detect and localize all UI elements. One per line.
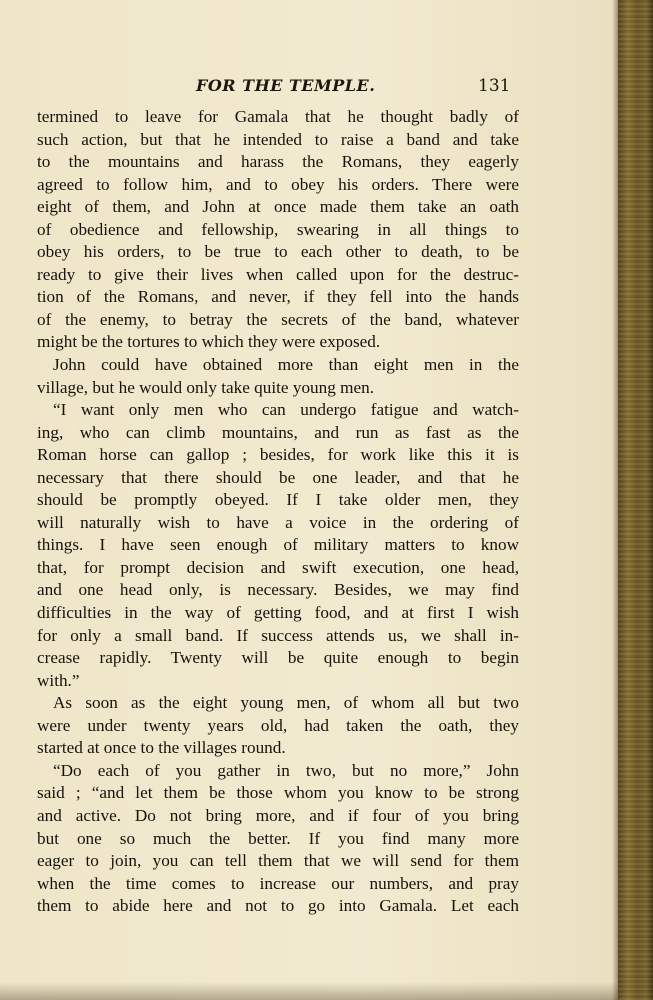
text-line: were under twenty years old, had taken the oath, they — [37, 715, 519, 735]
text-line: agreed to follow him, and to obey his orders. There were — [37, 174, 519, 194]
text-line: difficulties in the way of getting food, and at first I wish — [37, 603, 519, 623]
text-line: Roman horse can gallop ; besides, for work like this it is — [37, 445, 519, 465]
text-line: them to abide here and not to go into Gamala. Let each — [37, 896, 519, 916]
text-line: ready to give their lives when called upon for the destruc- — [37, 264, 519, 284]
text-line: started at once to the villages round. — [37, 738, 286, 758]
book-binding — [618, 0, 653, 1000]
text-line: for only a small band. If success attends us, we shall in- — [37, 625, 519, 645]
text-line: eight of them, and John at once made them take an oath — [37, 197, 519, 217]
text-line: things. I have seen enough of military matters to know — [37, 535, 519, 555]
text-line: said ; “and let them be those whom you know to be strong — [37, 783, 519, 803]
page-number: 131 — [478, 76, 511, 96]
text-line: As soon as the eight young men, of whom all but two — [53, 693, 519, 713]
text-line: and one head only, is necessary. Besides, we may find — [37, 580, 519, 600]
text-line: such action, but that he intended to raise a band and take — [37, 129, 519, 149]
text-line: and active. Do not bring more, and if four of you bring — [37, 805, 519, 825]
text-line: tion of the Romans, and never, if they fell into the hands — [37, 287, 519, 307]
text-line: necessary that there should be one leader, and that he — [37, 467, 519, 487]
text-line: of the enemy, to betray the secrets of the band, whatever — [37, 309, 519, 329]
running-head: FOR THE TEMPLE. — [196, 76, 376, 95]
page-header — [0, 74, 618, 100]
text-line: termined to leave for Gamala that he thought badly of — [37, 107, 519, 126]
text-line: but one so much the better. If you find many more — [37, 828, 519, 848]
text-line: “I want only men who can undergo fatigue and watch- — [53, 400, 519, 420]
text-line: with.” — [37, 670, 80, 690]
text-line: ing, who can climb mountains, and run as fast as the — [37, 422, 519, 442]
text-line: should be promptly obeyed. If I take older men, they — [37, 490, 519, 510]
text-line: village, but he would only take quite young men. — [37, 377, 375, 397]
text-line: of obedience and fellowship, swearing in all things to — [37, 219, 519, 239]
text-line: “Do each of you gather in two, but no more,” John — [53, 760, 519, 780]
body-text — [37, 106, 519, 918]
text-line: obey his orders, to be true to each other to death, to be — [37, 242, 519, 262]
text-line: to the mountains and harass the Romans, they eagerly — [37, 152, 519, 172]
text-line: when the time comes to increase our numbers, and pray — [37, 873, 519, 893]
text-line: eager to join, you can tell them that we will send for them — [37, 851, 519, 871]
text-line: will naturally wish to have a voice in the ordering of — [37, 512, 519, 532]
text-line: crease rapidly. Twenty will be quite enough to begin — [37, 648, 519, 668]
text-line: John could have obtained more than eight men in the — [53, 355, 519, 375]
text-line: might be the tortures to which they were exposed. — [37, 332, 381, 352]
text-line: that, for prompt decision and swift execution, one head, — [37, 557, 519, 577]
